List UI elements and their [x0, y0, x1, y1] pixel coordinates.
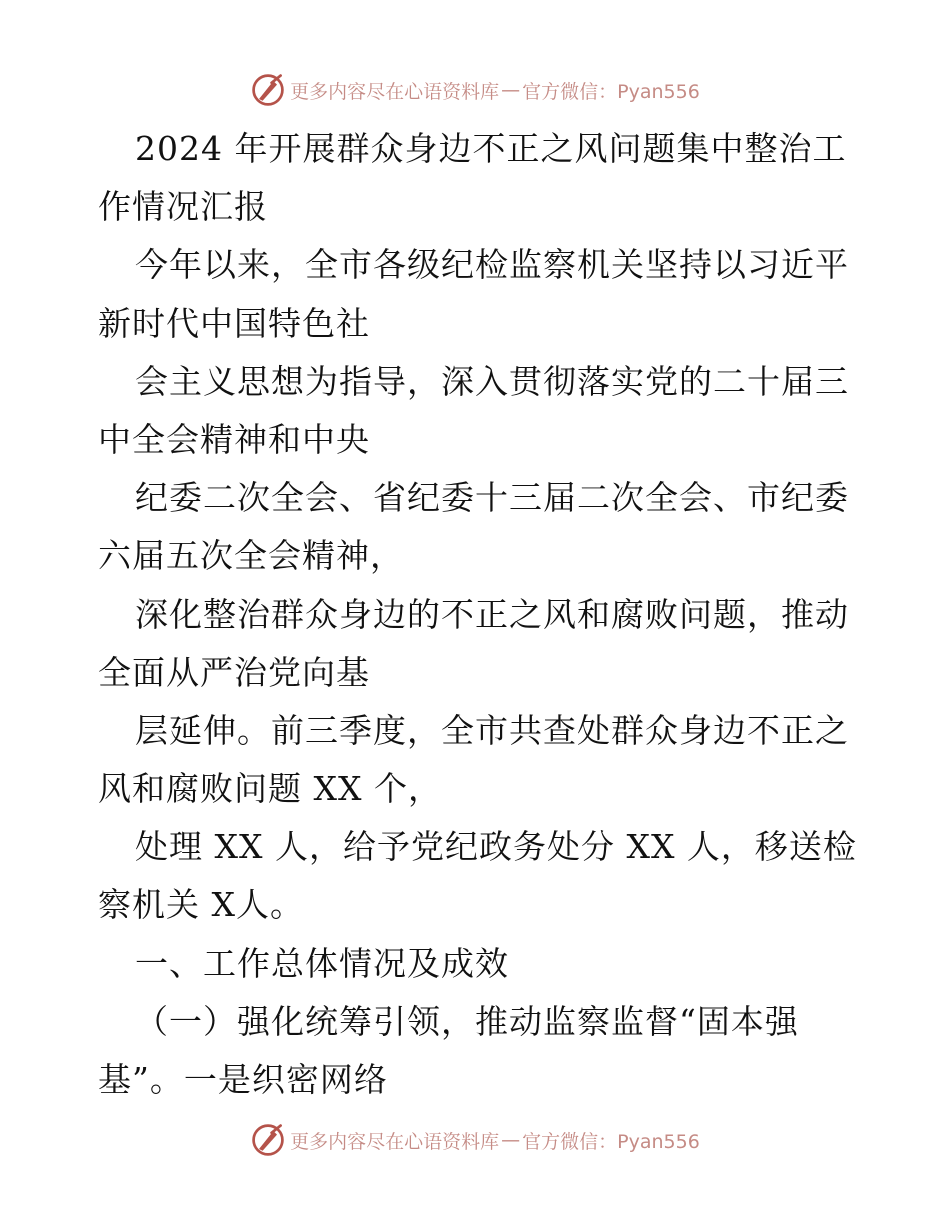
paragraph-line: 层延伸。前三季度，全市共查处群众身边不正之 [135, 710, 849, 750]
watermark-footer [0, 1122, 950, 1158]
watermark-separator: — [501, 79, 521, 101]
watermark-wechat: 官方微信：Pyan556 [522, 1130, 700, 1153]
document-title: 2024 年开展群众身边不正之风问题集中整治工 [135, 129, 847, 168]
paragraph-line: 中全会精神和中央 [98, 419, 370, 459]
paragraph-line: 处理 XX 人，给予党纪政务处分 XX 人，移送检 [135, 827, 857, 867]
paragraph-line: 深化整治群众身边的不正之风和腐败问题，推动 [135, 594, 849, 634]
document-body [98, 120, 858, 1109]
watermark-text: 更多内容尽在心语资料库 [290, 1130, 500, 1153]
watermark-header [0, 72, 950, 108]
section-heading: 一、工作总体情况及成效 [135, 943, 509, 983]
paragraph-line: 察机关 X人。 [98, 885, 304, 925]
watermark-text: 更多内容尽在心语资料库 [290, 80, 500, 103]
quill-pen-icon [250, 1122, 286, 1158]
paragraph-line: 今年以来，全市各级纪检监察机关坚持以习近平 [135, 245, 849, 285]
subsection-heading: （一）强化统筹引领，推动监察监督“固本强 [135, 1001, 799, 1041]
paragraph-line: 六届五次全会精神， [98, 536, 404, 576]
quill-pen-icon [250, 72, 286, 108]
paragraph-line: 全面从严治党向基 [98, 652, 370, 692]
watermark-separator: — [501, 1129, 521, 1151]
paragraph-line: 纪委二次全会、省纪委十三届二次全会、市纪委 [135, 478, 849, 518]
document-title-cont: 作情况汇报 [98, 187, 268, 227]
paragraph-line: 风和腐败问题 XX 个， [98, 769, 442, 809]
watermark-wechat: 官方微信：Pyan556 [522, 80, 700, 103]
paragraph-line: 新时代中国特色社 [98, 303, 370, 343]
paragraph-line: 会主义思想为指导，深入贯彻落实党的二十届三 [135, 361, 849, 401]
paragraph-line: 基”。一是织密网络 [98, 1060, 388, 1099]
